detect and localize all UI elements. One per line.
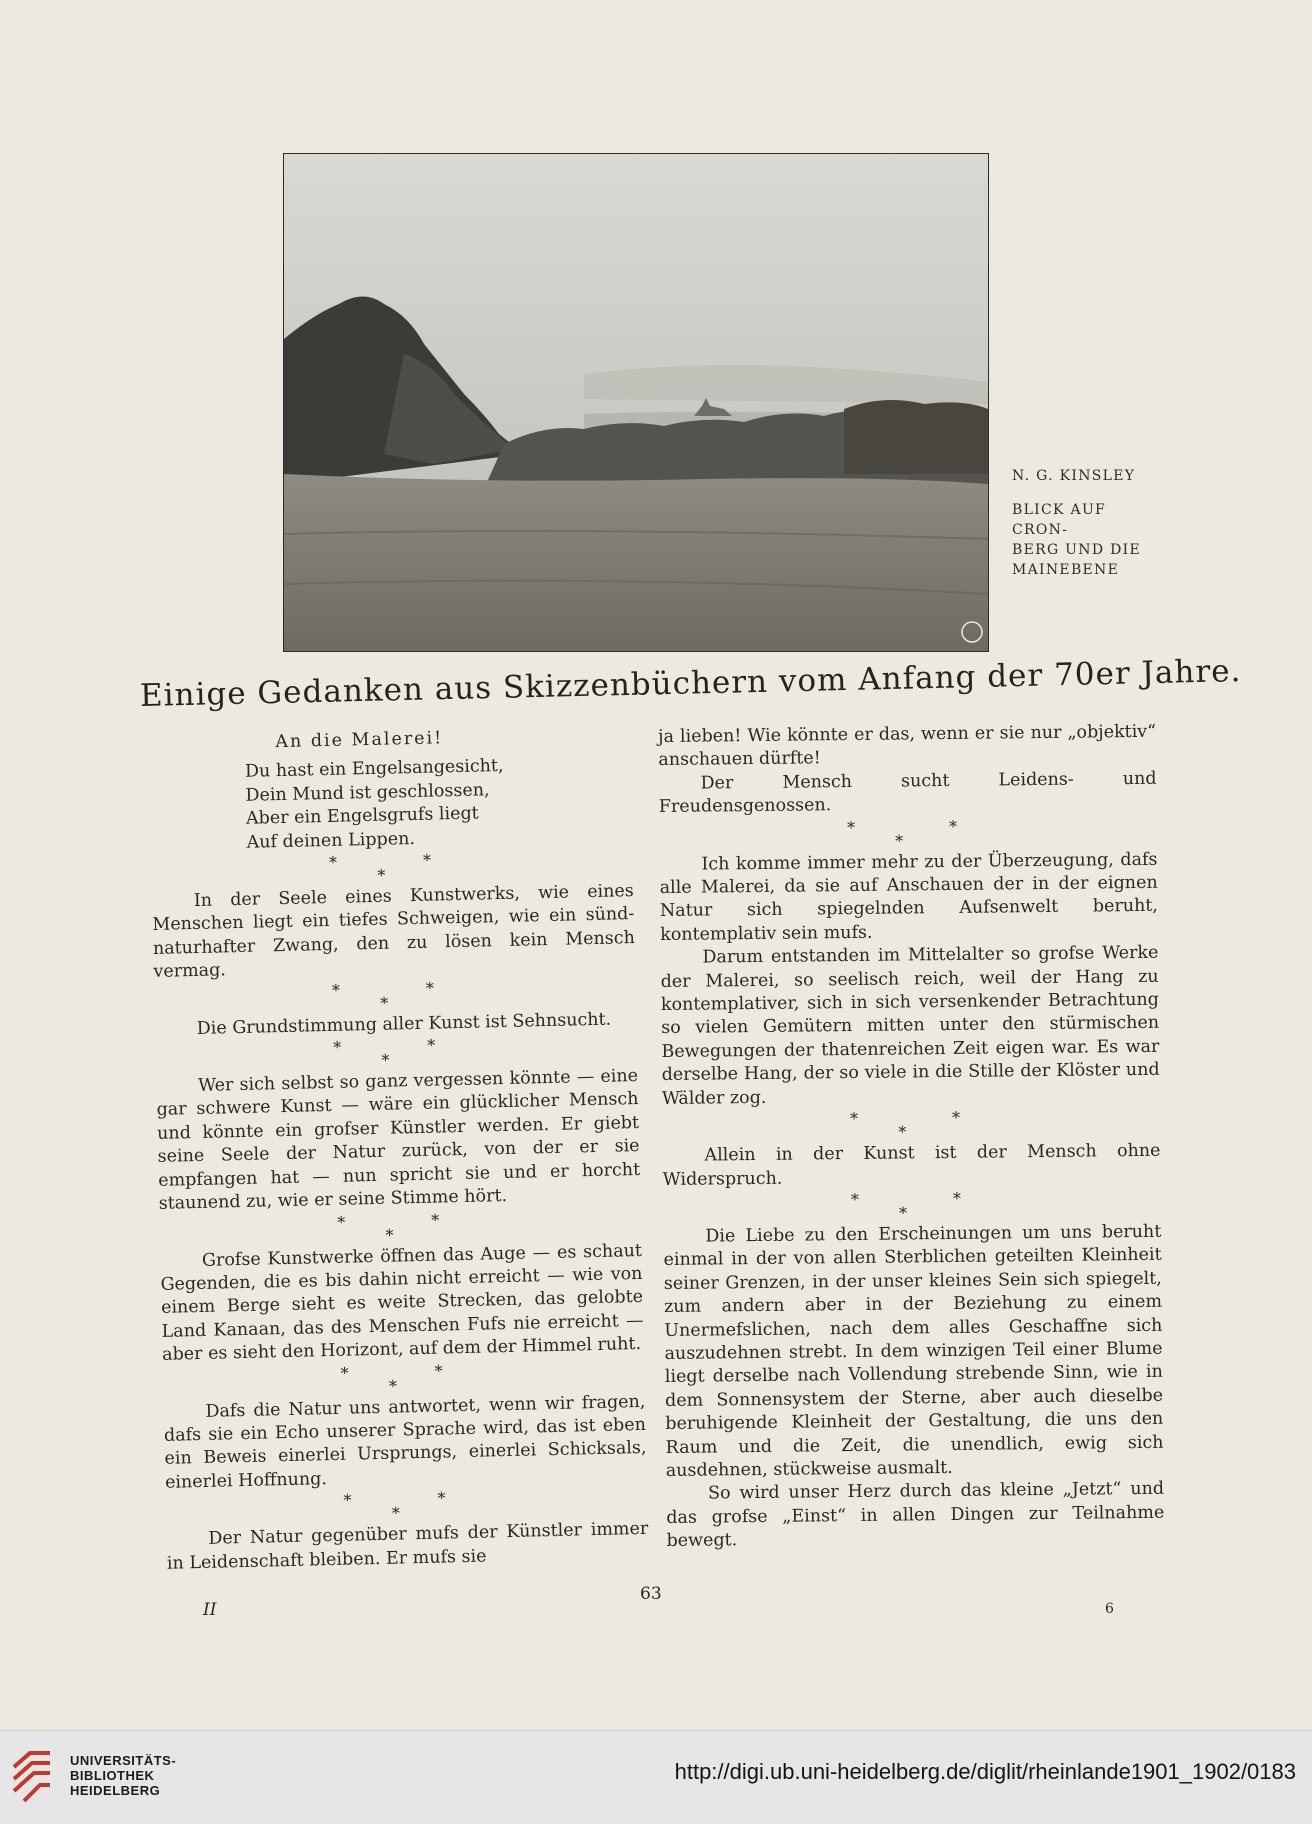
separator-star: * — [850, 1189, 860, 1209]
separator-star: * — [380, 993, 389, 1013]
separator-star: * — [899, 1203, 908, 1223]
poem-line: Dein Mund ist geschlossen, — [245, 780, 490, 806]
separator-star: * — [895, 831, 904, 851]
paragraph: Der Natur gegenüber mufs der Künstler immer in Leidenschaft bleiben. Er mufs sie — [166, 1519, 649, 1574]
permalink-url[interactable]: http://digi.ub.uni-heidelberg.de/diglit/rheinlande1901_1902/0183 — [674, 1759, 1296, 1784]
poem-line: Du hast ein Engelsangesicht, — [244, 756, 504, 783]
left-column — [148, 719, 649, 1576]
separator-star: * — [952, 1107, 961, 1128]
paragraph: Allein in der Kunst ist der Mensch ohne Widerspruch. — [662, 1140, 1161, 1190]
landscape-painting — [284, 154, 988, 651]
separator-star: * — [952, 1188, 962, 1208]
separator-star: * — [430, 1210, 440, 1230]
separator-star: * — [377, 865, 386, 885]
page-number: 63 — [640, 1584, 662, 1604]
paragraph: Darum entstanden im Mittelalter so grofse Werke der Malerei, so seelisch reich, weil der Hang zu kontemplativer, sich in sich versenkender Betrachtung so vielen Gemütern mitten unter den stürmischen Bewegungen der thatenreichen Zeit eigen war. Es war derselbe Hang, der so viele in die Stille der Klöster und Wälder zog. — [660, 943, 1160, 1109]
signature-mark-left: II — [203, 1600, 217, 1620]
paragraph: In der Seele eines Kunstwerks, wie eines Menschen liegt ein tiefes Schweigen, wie ein sünd-naturhafter Zwang, den zu lösen kein Mensch vermag. — [152, 881, 636, 983]
separator-star: * — [333, 1037, 342, 1057]
separator-star: * — [850, 1109, 859, 1129]
library-logo-icon — [10, 1745, 54, 1805]
paragraph: Die Grundstimmung aller Kunst ist Sehnsucht. — [196, 1009, 612, 1039]
poem-title: An die Malerei! — [275, 728, 444, 753]
separator-star: * — [328, 852, 338, 872]
paragraph: Die Liebe zu den Erscheinungen um uns beruht einmal in der von allen Sterblichen geteilten Kleinheit seiner Grenzen, in der unser kleines Sein sich spiegelt, zum andern aber in der Beziehung zu einem Unermefslichen, nach dem alles Geschaffne sich auszudehnen strebt. In dem winzigen Teil einer Blume liegt derselbe nach Vollendung strebende Sinn, wie in dem Sonnensystem der Sterne, aber auch dieselbe beruhigende Kleinheit der Gestaltung, die uns den Raum und die Zeit, die unendlich, ewig sich ausdehnen, stückweise ausmalt. — [663, 1221, 1164, 1481]
caption-title-line: MAINEBENE — [1012, 562, 1120, 578]
separator-star: * — [437, 1488, 446, 1508]
separator-star: * — [948, 816, 958, 836]
section-separator — [663, 1187, 1161, 1226]
right-column — [658, 721, 1165, 1554]
caption-title-line: BLICK AUF CRON- — [1012, 502, 1107, 538]
paragraph: Dafs die Natur uns antwortet, wenn wir fragen, dafs sie ein Echo unserer Sprache wird, das ist eben ein Beweis einerlei Ursprungs, einerlei Schicksals, einerlei Hoffnung. — [163, 1391, 647, 1493]
section-separator — [662, 1106, 1160, 1145]
separator-star: * — [427, 1035, 436, 1055]
paragraph: Wer sich selbst so ganz vergessen könnte — eine gar schwere Kunst — wäre ein glücklicher Mensch und könnte ein grofser Künstler werden. Er giebt seine Seele der Natur zurück, von der er sie empfangen hat — nun spricht sie und er horcht staunend zu, wie er seine Stimme hört. — [156, 1066, 641, 1214]
paragraph: Der Mensch sucht Leidens- und Freudensgenossen. — [658, 768, 1157, 818]
paragraph: So wird unser Herz durch das kleine „Jetzt“ und das grofse „Einst“ in allen Dingen zur Teilnahme bewegt. — [666, 1479, 1165, 1552]
separator-star: * — [898, 1122, 907, 1142]
paragraph: Ich komme immer mehr zu der Überzeugung, dafs alle Malerei, da sie auf Anschauen der in der eignen Natur sich spiegelnden Aufsenwelt beruht, kontemplativ sein mufs. — [659, 849, 1159, 945]
library-name — [70, 1753, 176, 1798]
library-name-line: HEIDELBERG — [70, 1783, 161, 1798]
separator-star: * — [331, 980, 341, 1000]
caption-artist: N. G. KINSLEY — [1012, 468, 1136, 484]
library-name-line: UNIVERSITÄTS- — [70, 1753, 177, 1768]
separator-star: * — [846, 817, 856, 837]
separator-star: * — [336, 1212, 346, 1232]
separator-star: * — [340, 1363, 349, 1383]
poem-line: Aber ein Engelsgrufs liegt — [245, 803, 479, 830]
article-headline: Einige Gedanken aus Skizzenbüchern vom Anfang der 70er Jahre. — [139, 653, 1242, 714]
poem-line: Auf deinen Lippen. — [246, 828, 416, 853]
separator-star: * — [388, 1376, 398, 1396]
separator-star: * — [385, 1225, 394, 1245]
separator-star: * — [425, 978, 435, 998]
separator-star: * — [434, 1361, 443, 1381]
separator-star: * — [422, 850, 432, 870]
library-name-line: BIBLIOTHEK — [70, 1768, 155, 1783]
section-separator — [659, 814, 1157, 853]
separator-star: * — [343, 1490, 352, 1510]
signature-mark-right: 6 — [1105, 1601, 1114, 1617]
caption-title-line: BERG UND DIE — [1012, 542, 1141, 558]
paragraph-continuation: ja lieben! Wie könnte er das, wenn er sie nur „objektiv“ anschauen dürfte! — [658, 721, 1157, 771]
landscape-illustration — [283, 153, 989, 652]
viewer-footer — [0, 1730, 1312, 1824]
paragraph: Grofse Kunstwerke öffnen das Auge — es schaut Gegenden, die es bis dahin nicht erreicht — wie von einem Berge sieht es weite Strecken, das gelobte Land Kanaan, das des Menschen Fufs nie erreicht — aber es sieht den Horizont, auf dem der Himmel ruht. — [160, 1240, 644, 1365]
separator-star: * — [381, 1050, 390, 1070]
separator-star: * — [391, 1503, 401, 1523]
illustration-caption — [1012, 466, 1162, 580]
